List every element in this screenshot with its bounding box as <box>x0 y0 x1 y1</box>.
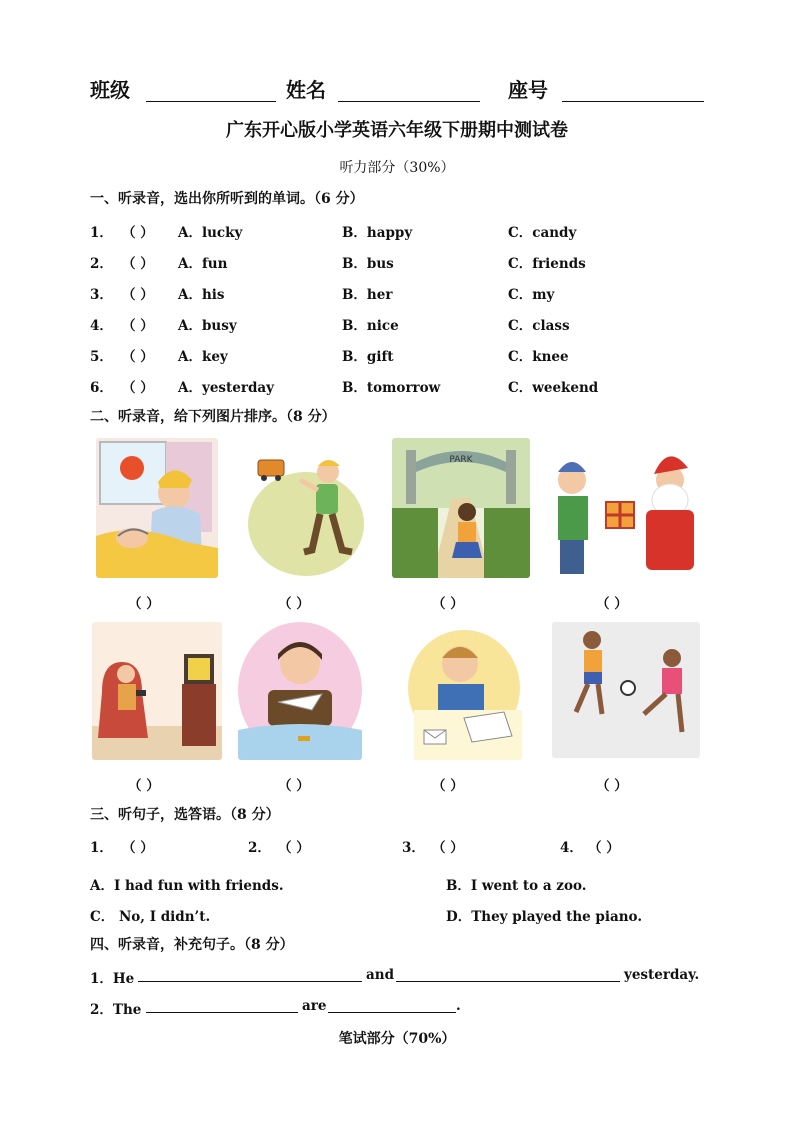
option-a: A．I had fun with friends. <box>90 878 284 894</box>
park-sign-text: PARK <box>449 455 473 465</box>
option-b: B．happy <box>342 225 413 241</box>
option-a: A．fun <box>178 256 228 272</box>
sentence-end: yesterday. <box>624 967 700 983</box>
fill-in-row <box>90 967 710 987</box>
picture-man-watching-tv <box>92 622 222 760</box>
option-c: C．candy <box>508 225 577 241</box>
sentence-mid: are <box>302 998 327 1014</box>
question-row <box>90 221 710 241</box>
picture-boy-paper-plane <box>238 620 362 760</box>
picture-boy-santa-gift <box>548 440 702 576</box>
listening-title: 听力部分（30%） <box>339 160 455 176</box>
option-c: C．my <box>508 287 555 303</box>
answer-paren[interactable]: （ ） <box>122 840 154 856</box>
question-number: 4． <box>560 840 583 856</box>
answer-paren[interactable]: （ ） <box>122 380 154 396</box>
sentence-mid: and <box>366 967 395 983</box>
student-info-header <box>90 74 710 106</box>
question-number: 4． <box>90 318 113 334</box>
option-c: C． No, I didn’t. <box>90 909 211 925</box>
section4-heading: 四、听录音，补充句子。（8 分） <box>90 937 294 953</box>
option-a: A．his <box>178 287 225 303</box>
question-row <box>90 252 710 272</box>
option-b: B．gift <box>342 349 394 365</box>
option-c: C．class <box>508 318 570 334</box>
option-a: A．lucky <box>178 225 243 241</box>
option-c: C．friends <box>508 256 586 272</box>
answer-paren[interactable]: （ ） <box>122 225 154 241</box>
question-number: 3． <box>402 840 425 856</box>
answer-paren[interactable]: （ ） <box>278 840 310 856</box>
seat-label: 座号 <box>508 78 548 102</box>
options-row <box>90 874 710 894</box>
picture-order-paren[interactable]: （ ） <box>432 778 464 794</box>
picture-order-paren[interactable]: （ ） <box>596 596 628 612</box>
picture-children-football <box>552 622 700 758</box>
question-number: 2． <box>90 256 113 272</box>
written-title: 笔试部分（70%） <box>338 1031 456 1047</box>
picture-order-paren[interactable]: （ ） <box>596 778 628 794</box>
picture-girl-park-gate <box>392 438 530 578</box>
class-label: 班级 <box>90 78 130 102</box>
page-title: 广东开心版小学英语六年级下册期中测试卷 <box>226 120 568 141</box>
section1-heading: 一、听录音，选出你所听到的单词。（6 分） <box>90 191 364 207</box>
option-d: D．They played the piano. <box>446 909 643 925</box>
sentence-end: . <box>456 998 461 1014</box>
fill-in-row <box>90 998 710 1018</box>
option-b: B．her <box>342 287 393 303</box>
class-field[interactable] <box>146 101 276 102</box>
picture-boy-waking-up <box>96 438 218 578</box>
picture-order-paren[interactable]: （ ） <box>128 778 160 794</box>
option-a: A．busy <box>178 318 237 334</box>
question-number: 2． <box>248 840 271 856</box>
blank-field[interactable] <box>138 967 362 982</box>
name-label: 姓名 <box>286 78 326 102</box>
blank-field[interactable] <box>146 998 298 1013</box>
option-b: B．nice <box>342 318 399 334</box>
option-a: A．yesterday <box>178 380 274 396</box>
blank-field[interactable] <box>328 998 456 1013</box>
blank-field[interactable] <box>396 967 620 982</box>
answer-paren[interactable]: （ ） <box>122 318 154 334</box>
question-number: 3． <box>90 287 113 303</box>
question-row <box>90 376 710 396</box>
question-row <box>90 314 710 334</box>
name-field[interactable] <box>338 101 480 102</box>
answer-paren[interactable]: （ ） <box>122 349 154 365</box>
answer-paren[interactable]: （ ） <box>432 840 464 856</box>
option-b: B．I went to a zoo. <box>446 878 587 894</box>
seat-field[interactable] <box>562 101 704 102</box>
picture-boy-writing-letter <box>404 628 522 760</box>
picture-boy-waving-bus <box>244 440 364 578</box>
question-number: 1． <box>90 840 113 856</box>
section3-heading: 三、听句子，选答语。（8 分） <box>90 807 280 823</box>
picture-order-paren[interactable]: （ ） <box>128 596 160 612</box>
sentence-start: 2．The <box>90 1002 142 1018</box>
answer-paren[interactable]: （ ） <box>588 840 620 856</box>
question-number: 6． <box>90 380 113 396</box>
picture-order-paren[interactable]: （ ） <box>278 596 310 612</box>
options-row <box>90 905 710 925</box>
question-number: 5． <box>90 349 113 365</box>
option-a: A．key <box>178 349 228 365</box>
question-row <box>90 345 710 365</box>
picture-order-paren[interactable]: （ ） <box>432 596 464 612</box>
sentence-start: 1．He <box>90 971 135 987</box>
answer-row <box>90 836 710 856</box>
picture-order-paren[interactable]: （ ） <box>278 778 310 794</box>
answer-paren[interactable]: （ ） <box>122 287 154 303</box>
option-b: B．tomorrow <box>342 380 441 396</box>
question-row <box>90 283 710 303</box>
answer-paren[interactable]: （ ） <box>122 256 154 272</box>
question-number: 1． <box>90 225 113 241</box>
option-c: C．knee <box>508 349 569 365</box>
section2-heading: 二、听录音，给下列图片排序。（8 分） <box>90 409 336 425</box>
option-b: B．bus <box>342 256 394 272</box>
option-c: C．weekend <box>508 380 599 396</box>
